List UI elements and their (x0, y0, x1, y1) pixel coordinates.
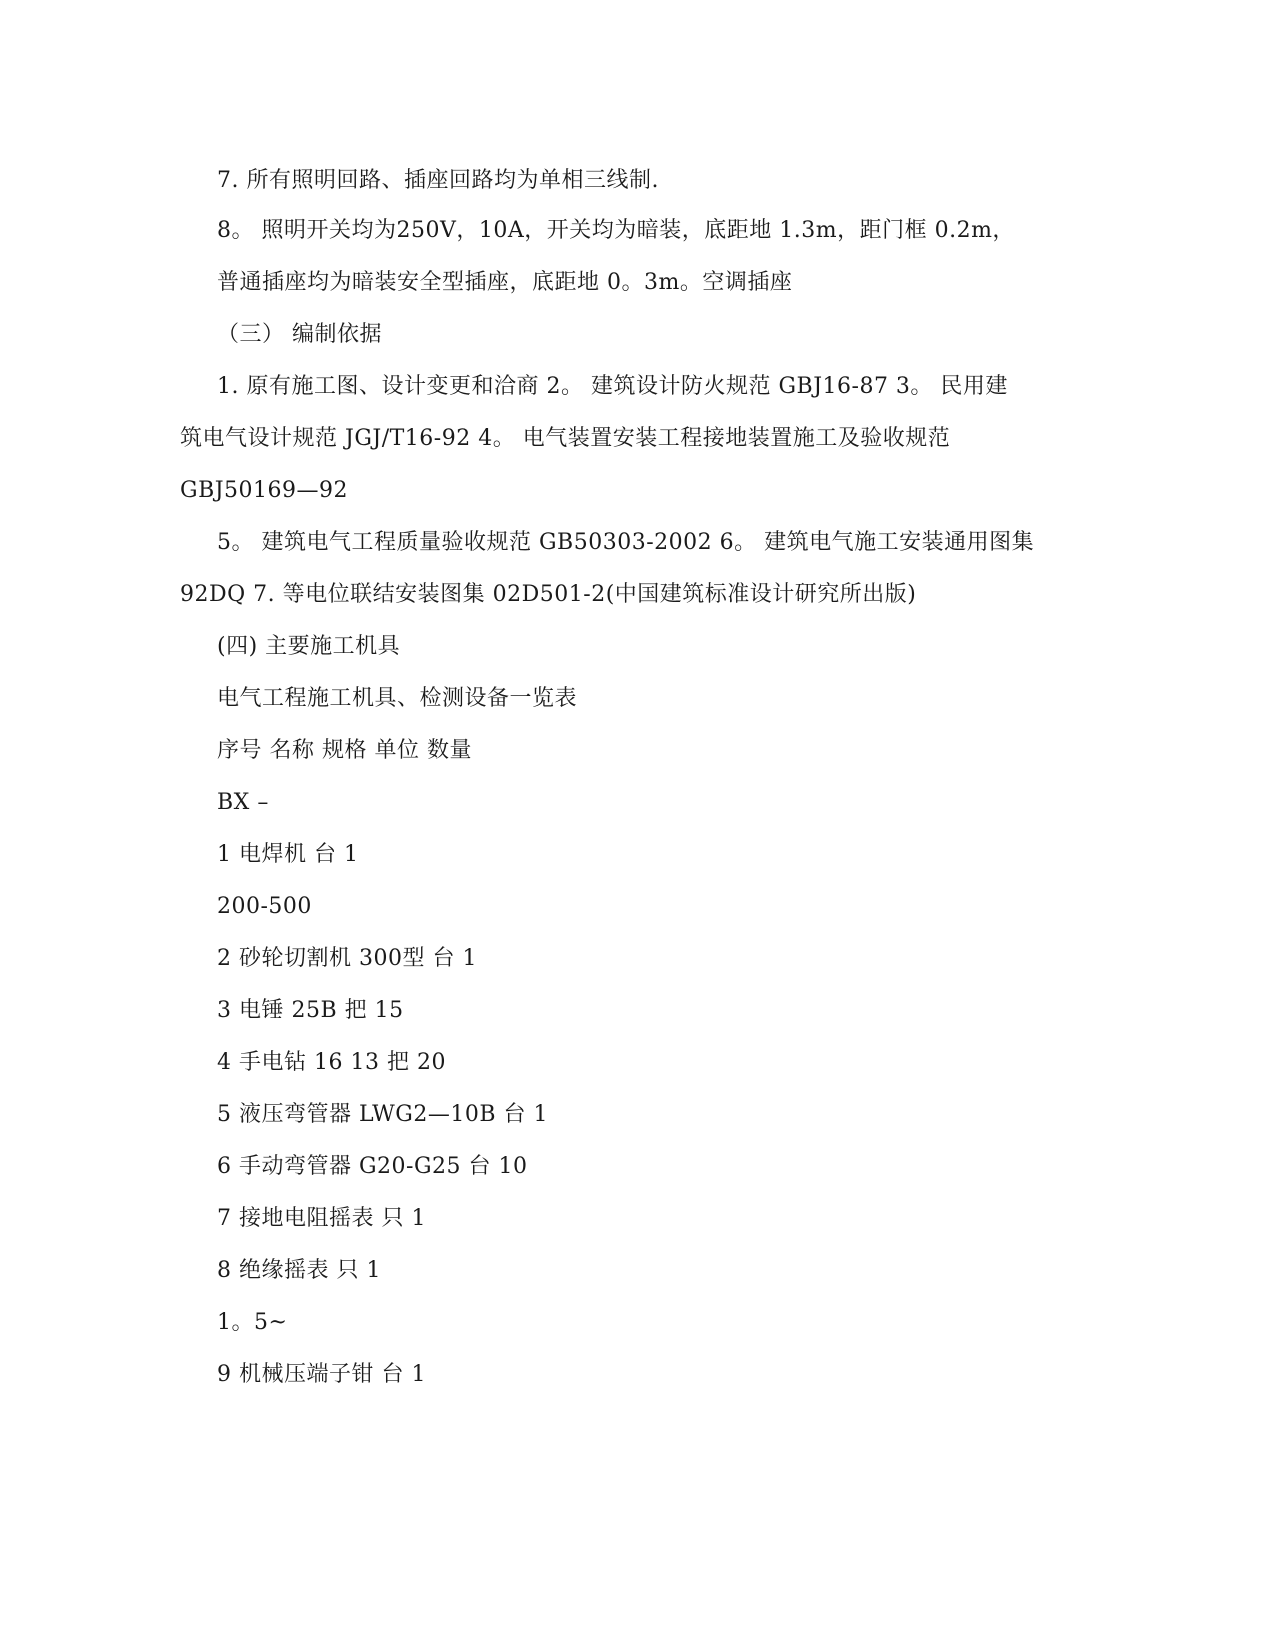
table-title: 电气工程施工机具、检测设备一览表 (217, 686, 578, 711)
list-item: 8 绝缘摇表 只 1 (217, 1258, 381, 1283)
text-line: 筑电气设计规范 JGJ/T16-92 4。 电气装置安装工程接地装置施工及验收规范 (180, 426, 951, 451)
text-line: 92DQ 7. 等电位联结安装图集 02D501-2(中国建筑标准设计研究所出版) (180, 582, 917, 607)
section-heading: （三） 编制依据 (217, 322, 382, 347)
text-line: 1. 原有施工图、设计变更和洽商 2。 建筑设计防火规范 GBJ16-87 3。 民用建 (217, 374, 1008, 399)
list-item: 200-500 (217, 894, 312, 919)
section-heading: (四) 主要施工机具 (217, 634, 401, 659)
list-item: 2 砂轮切割机 300型 台 1 (217, 946, 477, 971)
list-item: 1。5~ (217, 1310, 288, 1335)
text-line: GBJ50169—92 (180, 478, 349, 503)
list-item: 6 手动弯管器 G20-G25 台 10 (217, 1154, 528, 1179)
text-line: 普通插座均为暗装安全型插座，底距地 0。3m。空调插座 (217, 270, 793, 295)
table-header: 序号 名称 规格 单位 数量 (217, 738, 472, 763)
list-item: 3 电锤 25B 把 15 (217, 998, 404, 1023)
list-item: 7 接地电阻摇表 只 1 (217, 1206, 426, 1231)
text-line: 7. 所有照明回路、插座回路均为单相三线制. (217, 168, 659, 193)
list-item: 9 机械压端子钳 台 1 (217, 1362, 426, 1387)
list-item: 1 电焊机 台 1 (217, 842, 359, 867)
text-line: 8。 照明开关均为250V，10A，开关均为暗装，底距地 1.3m，距门框 0.2m， (217, 218, 1015, 243)
text-line: 5。 建筑电气工程质量验收规范 GB50303-2002 6。 建筑电气施工安装通用图集 (217, 530, 1035, 555)
list-item: BX – (217, 790, 269, 815)
list-item: 4 手电钻 16 13 把 20 (217, 1050, 446, 1075)
list-item: 5 液压弯管器 LWG2—10B 台 1 (217, 1102, 549, 1127)
